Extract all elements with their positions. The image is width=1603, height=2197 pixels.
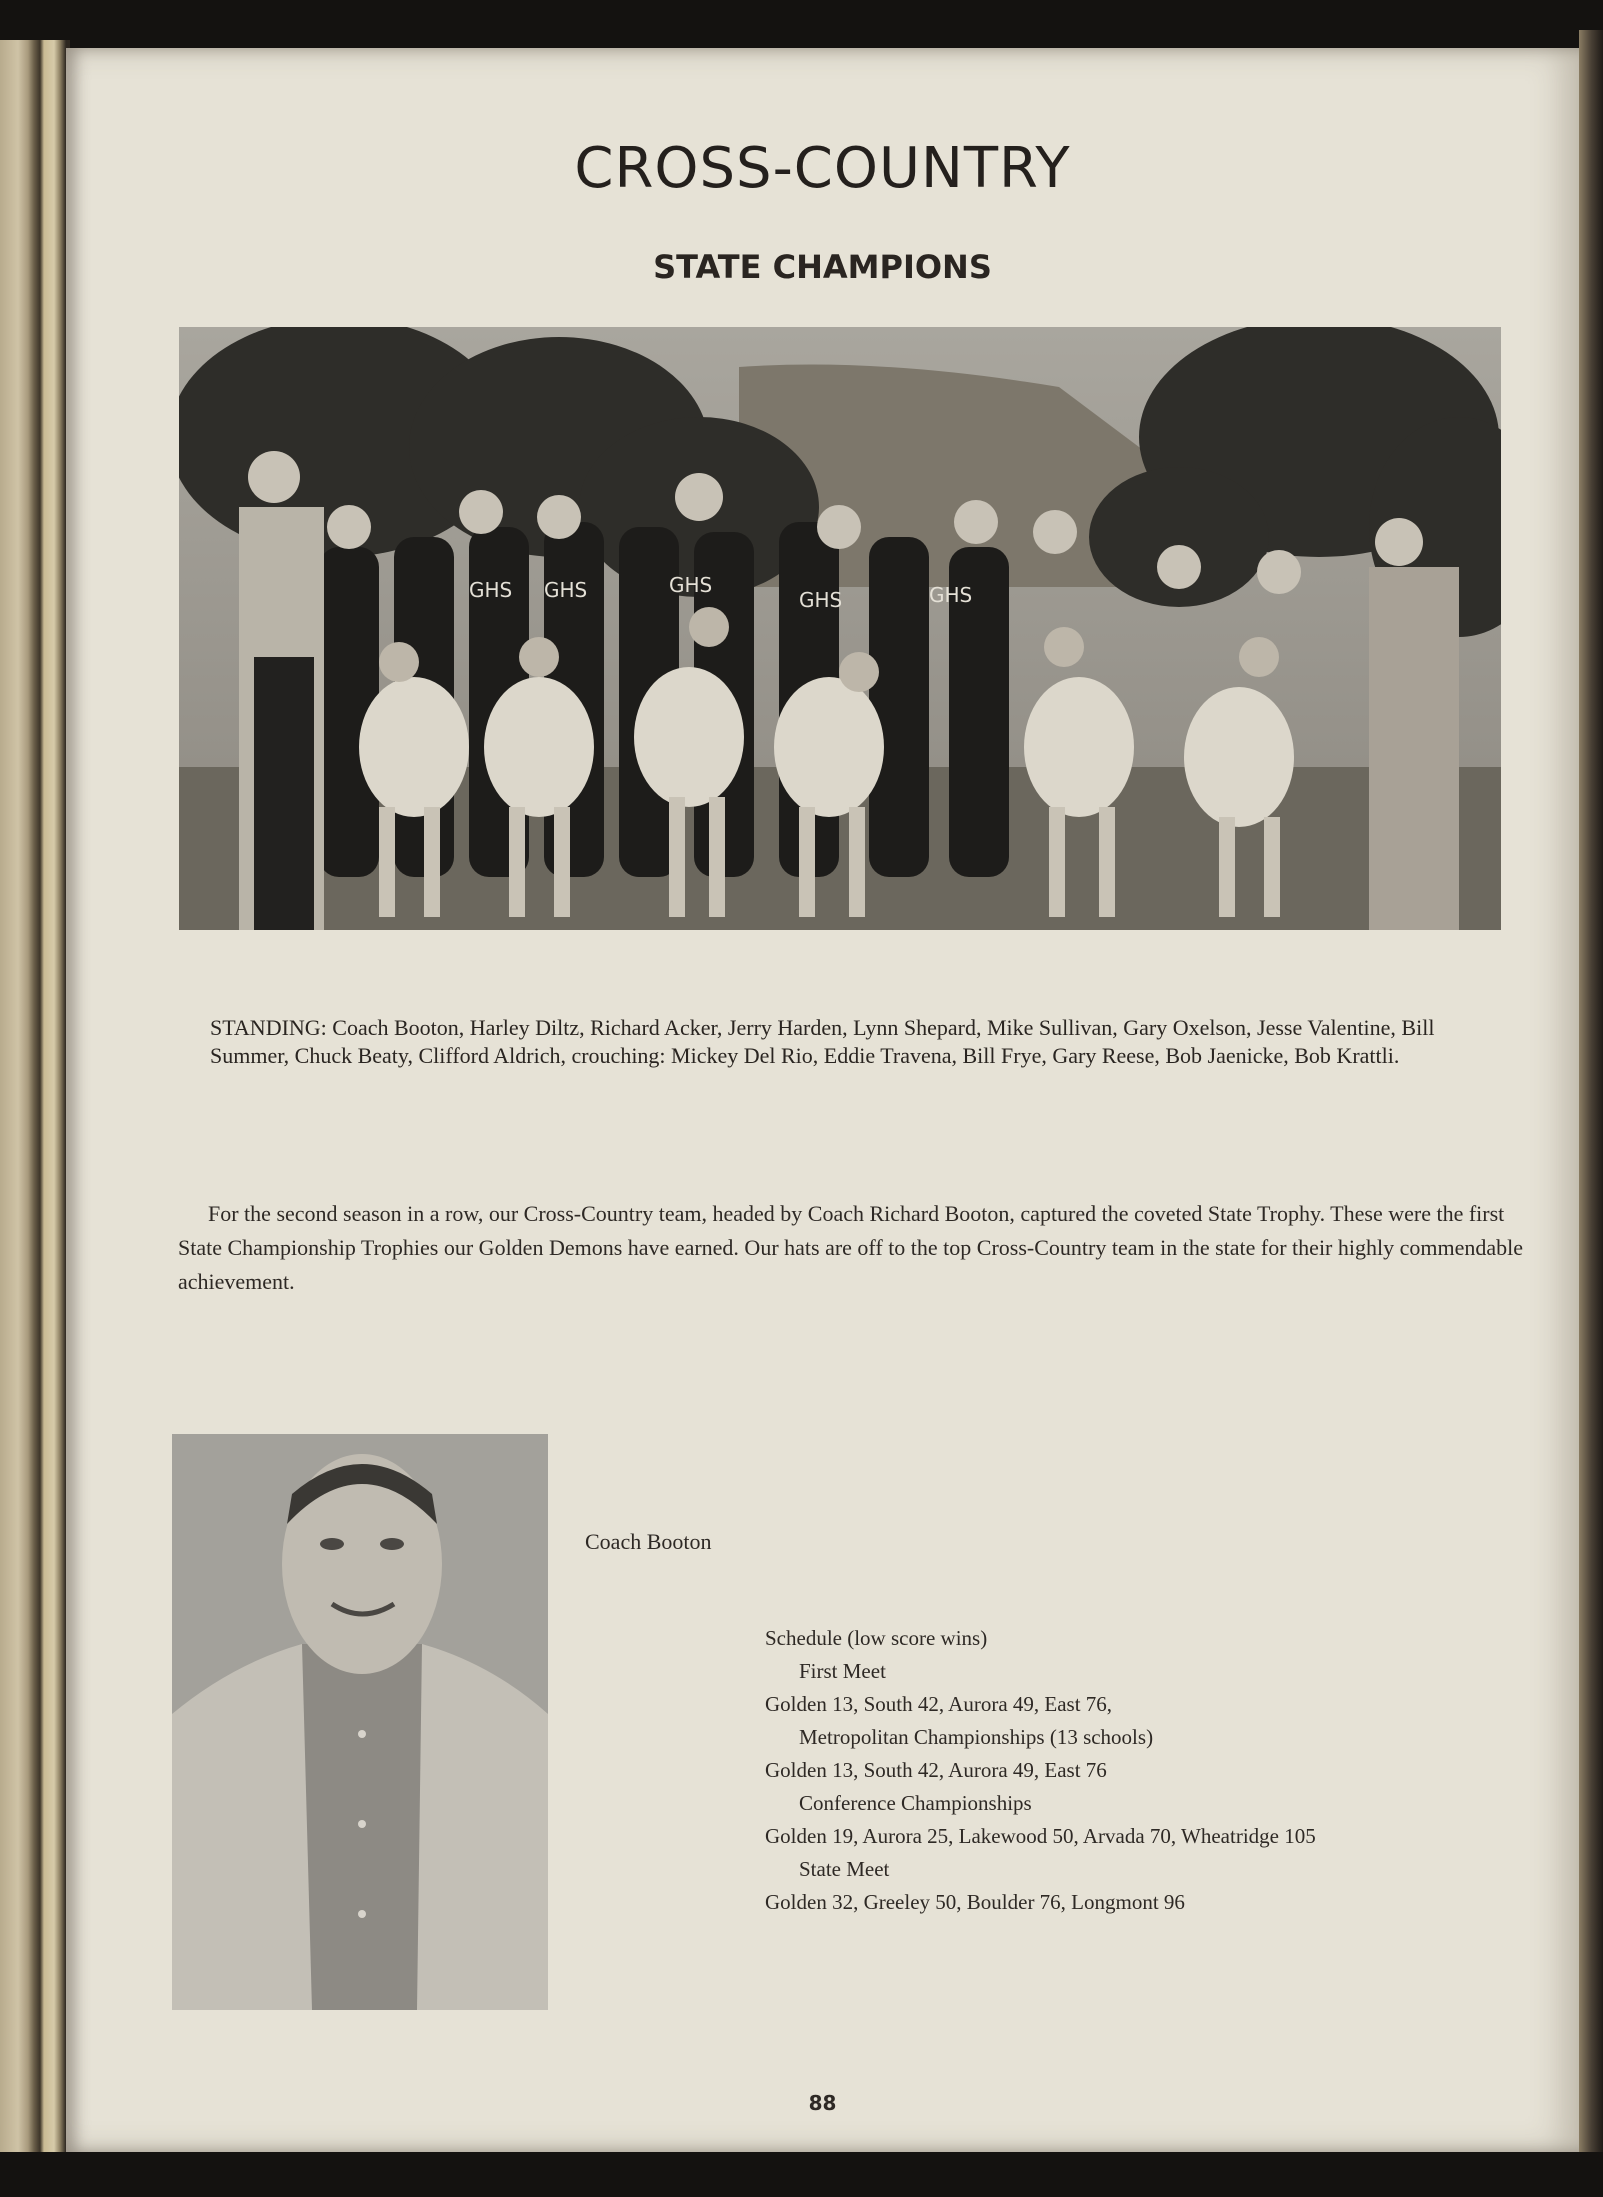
assistant-figure bbox=[1369, 567, 1459, 930]
schedule-heading: Schedule (low score wins) bbox=[765, 1626, 988, 1650]
schedule-meet-label: Metropolitan Championships (13 schools) bbox=[799, 1725, 1154, 1749]
schedule-list bbox=[765, 1622, 1316, 1919]
page-subtitle: STATE CHAMPIONS bbox=[653, 248, 992, 286]
schedule-result: Golden 13, South 42, Aurora 49, East 76, bbox=[765, 1692, 1113, 1716]
jersey-text: GHS bbox=[799, 588, 843, 612]
page-title: CROSS-COUNTRY bbox=[574, 136, 1071, 201]
jersey-text: GHS bbox=[669, 573, 713, 597]
schedule-meet-label: State Meet bbox=[799, 1857, 890, 1881]
schedule-result: Golden 13, South 42, Aurora 49, East 76 bbox=[765, 1758, 1107, 1782]
book-bottom-edge bbox=[0, 2152, 1603, 2197]
team-photo bbox=[179, 327, 1501, 930]
photo-caption: STANDING: Coach Booton, Harley Diltz, Richard Acker, Jerry Harden, Lynn Shepard, Mike Sullivan, Gary Oxelson, Jesse Valentine, Bill Summer, Chuck Beaty, Clifford Aldrich, crouching: Mickey Del Rio, Eddie Travena, Bill Frye, Gary Reese, Bob Jaenicke, Bob Krattli. bbox=[210, 1015, 1435, 1068]
jersey-text: GHS bbox=[469, 578, 513, 602]
jersey-text: GHS bbox=[929, 583, 973, 607]
body-paragraph: For the second season in a row, our Cross-Country team, headed by Coach Richard Booton, captured the coveted State Trophy. These were the first State Championship Trophies our Golden Demons have earned. Our hats are off to the top Cross-Country team in the state for their highly commendable achievement. bbox=[178, 1201, 1523, 1294]
schedule-result: Golden 32, Greeley 50, Boulder 76, Longmont 96 bbox=[765, 1890, 1185, 1914]
coach-photo-label: Coach Booton bbox=[585, 1529, 712, 1554]
coach-photo bbox=[172, 1434, 548, 2010]
page-right-edge bbox=[1579, 30, 1603, 2160]
schedule-meet-label: First Meet bbox=[799, 1659, 886, 1683]
jersey-text: GHS bbox=[544, 578, 588, 602]
book-binding bbox=[0, 40, 70, 2160]
schedule-meet-label: Conference Championships bbox=[799, 1791, 1032, 1815]
page-number: 88 bbox=[808, 2091, 837, 2115]
schedule-result: Golden 19, Aurora 25, Lakewood 50, Arvada 70, Wheatridge 105 bbox=[765, 1824, 1316, 1848]
book-top-edge bbox=[0, 0, 1603, 52]
yearbook-page bbox=[66, 48, 1579, 2152]
